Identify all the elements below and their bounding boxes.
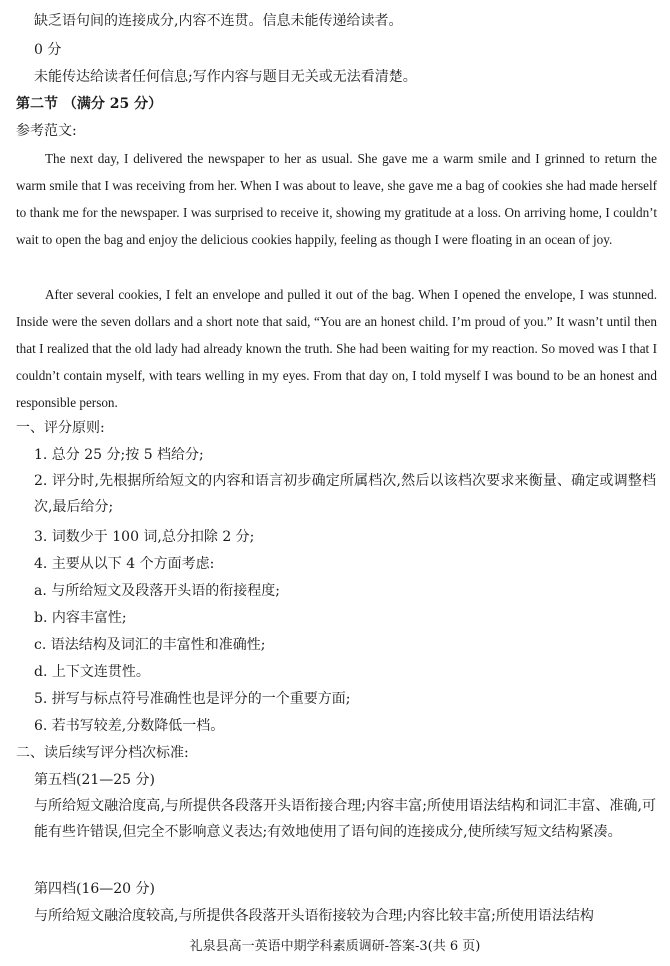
principle-item: 4. 主要从以下 4 个方面考虑: xyxy=(34,556,215,572)
principle-item: 6. 若书写较差,分数降低一档。 xyxy=(34,718,225,734)
principle-item: 5. 拼写与标点符号准确性也是评分的一个重要方面; xyxy=(34,691,351,707)
section-title: 第二节 （满分 25 分） xyxy=(16,96,163,112)
criteria-line: 未能传达给读者任何信息;写作内容与题目无关或无法看清楚。 xyxy=(34,69,417,85)
model-essay-paragraph: After several cookies, I felt an envelope and pulled it out of the bag. When I opened the envelope, I was stunned. Inside were the seven dollars and a short note that said, “You are an honest child. I’m proud of you.” It wasn’t until then that I realized that the old lady had already known the truth. She had been waiting for my reaction. So moved was I that I couldn’t contain myself, with tears welling in my eyes. From that day on, I told myself I was bound to be an honest and responsible person. xyxy=(16,287,657,410)
tier-description: 与所给短文融洽度较高,与所提供各段落开头语衔接较为合理;内容比较丰富;所使用语法结构 xyxy=(34,908,594,924)
principle-item: 1. 总分 25 分;按 5 档给分; xyxy=(34,447,204,463)
principle-subitem: c. 语法结构及词汇的丰富性和准确性; xyxy=(34,637,266,653)
principle-subitem: b. 内容丰富性; xyxy=(34,610,127,626)
principles-heading: 一、评分原则: xyxy=(16,420,105,436)
model-essay-paragraph: The next day, I delivered the newspaper to her as usual. She gave me a warm smile and I grinned to return the warm smile that I was receiving from her. When I was about to leave, she gave me a bag of cookies she had made herself to thank me for the newspaper. I was surprised to receive it, showing my gratitude at a loss. On arriving home, I couldn’t wait to open the bag and enjoy the delicious cookies happily, feeling as though I were floating in an ocean of joy. xyxy=(16,151,657,247)
page-footer: 礼泉县高一英语中期学科素质调研-答案-3(共 6 页) xyxy=(189,939,481,954)
principle-subitem: a. 与所给短文及段落开头语的衔接程度; xyxy=(34,583,280,599)
standards-heading: 二、读后续写评分档次标准: xyxy=(16,745,189,761)
tier-title: 第五档(21—25 分) xyxy=(34,772,156,788)
tier-title: 第四档(16—20 分) xyxy=(34,881,156,897)
reference-label: 参考范文: xyxy=(16,123,77,139)
zero-score-label: 0 分 xyxy=(34,42,62,58)
criteria-line: 缺乏语句间的连接成分,内容不连贯。信息未能传递给读者。 xyxy=(34,13,403,29)
principle-item: 2. 评分时,先根据所给短文的内容和语言初步确定所属档次,然后以该档次要求来衡量、确定或调整档次,最后给分; xyxy=(34,473,656,515)
principle-item: 3. 词数少于 100 词,总分扣除 2 分; xyxy=(34,529,255,545)
tier-description: 与所给短文融洽度高,与所提供各段落开头语衔接合理;内容丰富;所使用语法结构和词汇丰富、准确,可能有些许错误,但完全不影响意义表达;有效地使用了语句间的连接成分,使所续写短文结构紧凑。 xyxy=(34,798,656,840)
principle-subitem: d. 上下文连贯性。 xyxy=(34,664,150,680)
